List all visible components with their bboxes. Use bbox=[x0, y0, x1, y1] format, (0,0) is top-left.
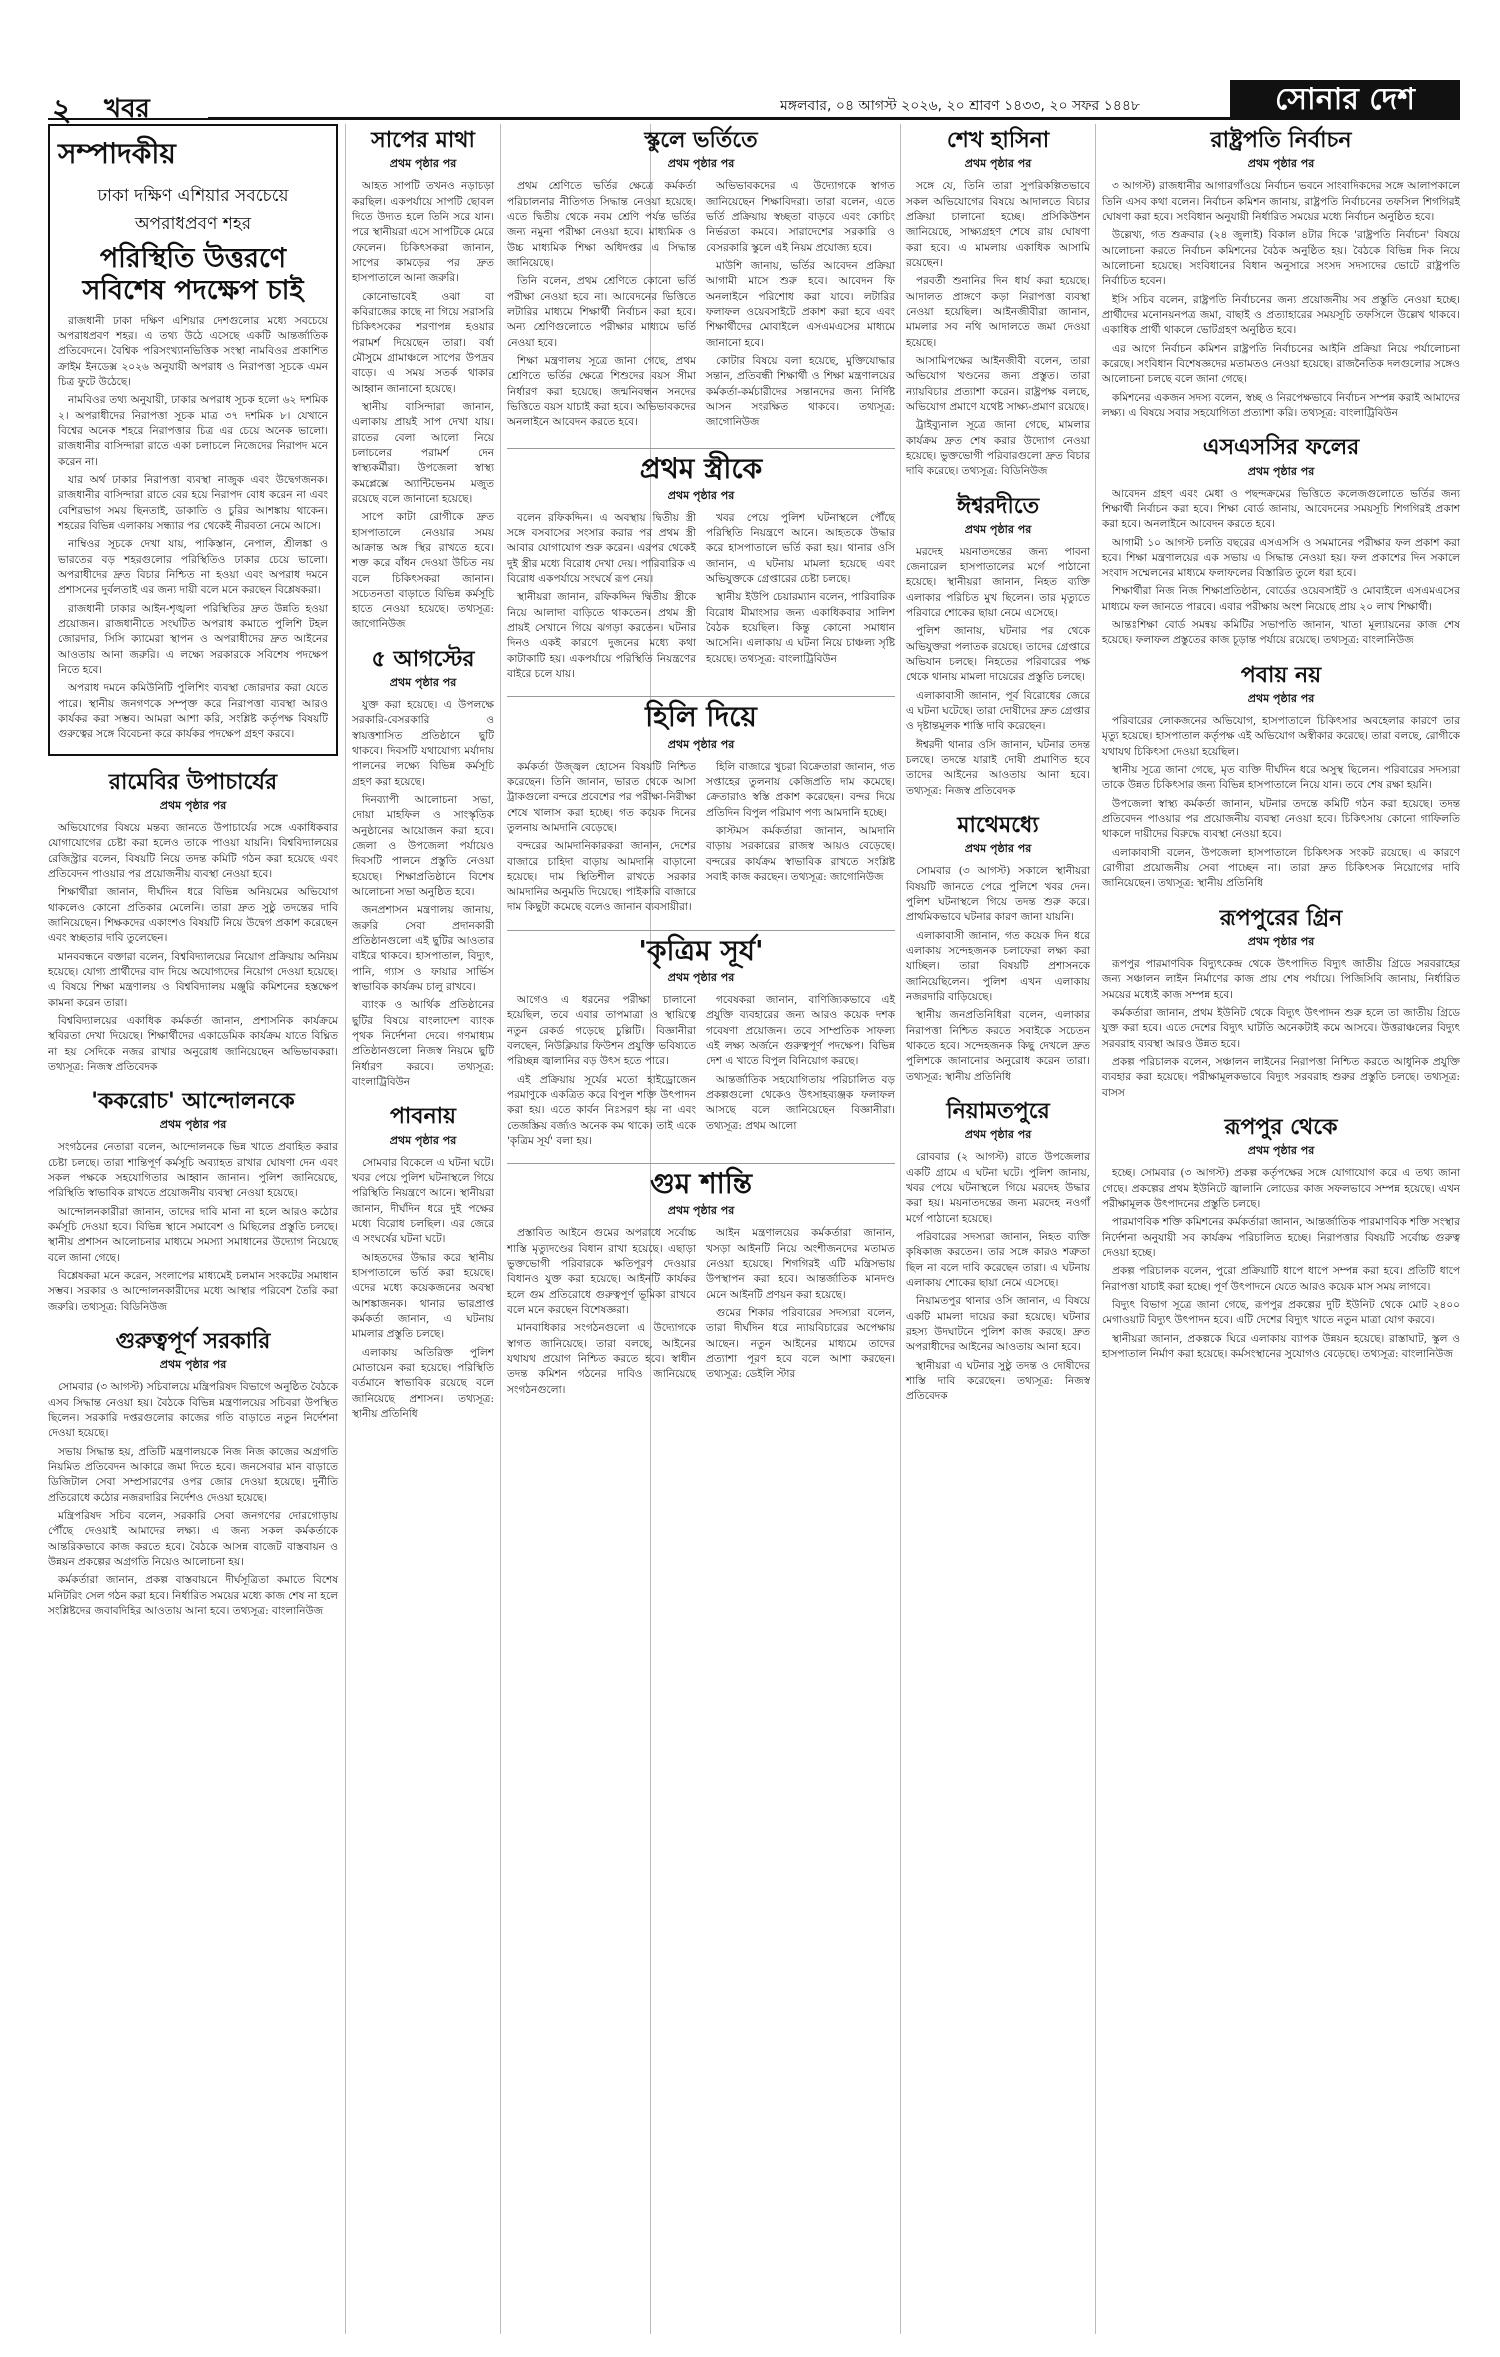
article-headline: গুরুত্বপূর্ণ সরকারি bbox=[115, 1329, 271, 1355]
article-jump-line: প্রথম পৃষ্ঠার পর bbox=[667, 971, 735, 984]
article bbox=[906, 128, 1090, 480]
article bbox=[1102, 1115, 1460, 1362]
article-body: সঙ্গে যে, তিনি তারা সুপরিকল্পিতভাবে সকল অভিযোগের বিষয়ে আদালতে বিচার প্রক্রিয়া চালানো হচ্ছে। প্রসিকিউশন জানিয়েছে, সাক্ষ্যগ্রহণ শেষে রায় ঘোষণা করা হবে। এ মামলায় একাধিক আসামি রয়েছেন। পরবর্তী শুনানির দিন ধার্য করা হয়েছে। আদালত প্রাঙ্গণে কড়া নিরাপত্তা ব্যবস্থা নেওয়া হয়েছিল। আইনজীবীরা জানান, মামলার সব নথি আদালতে জমা দেওয়া হয়েছে। আসামিপক্ষের আইনজীবী বলেন, তারা অভিযোগ খণ্ডনের জন্য প্রস্তুত। তারা ন্যায়বিচার প্রত্যাশা করেন। রাষ্ট্রপক্ষ বলছে, অভিযোগ প্রমাণে যথেষ্ট সাক্ষ্য-প্রমাণ রয়েছে। ট্রাইব্যুনাল সূত্রে জানা গেছে, মামলার কার্যক্রম দ্রুত শেষ করার উদ্যোগ নেওয়া হয়েছে। ভুক্তভোগী পরিবারগুলো দ্রুত বিচার দাবি করেছে। তথ্যসূত্র: বিডিনিউজ bbox=[906, 180, 1090, 478]
article-body: সোমবার (৩ আগস্ট) সকালে স্থানীয়রা বিষয়টি জানতে পেরে পুলিশে খবর দেন। পুলিশ ঘটনাস্থলে গিয়ে তদন্ত শুরু করে। প্রাথমিকভাবে ঘটনার কারণ জানা যায়নি। এলাকাবাসী জানান, গত কয়েক দিন ধরে এলাকায় সন্দেহজনক চলাফেরা লক্ষ্য করা যাচ্ছিল। তারা বিষয়টি প্রশাসনকে জানিয়েছিলেন। পুলিশ এখন এলাকায় নজরদারি বাড়িয়েছে। স্থানীয় জনপ্রতিনিধিরা বলেন, এলাকার নিরাপত্তা নিশ্চিত করতে সবাইকে সচেতন থাকতে হবে। সন্দেহজনক কিছু দেখলে দ্রুত পুলিশকে জানানোর অনুরোধ করেন তারা। তথ্যসূত্র: স্থানীয় প্রতিনিধি bbox=[906, 865, 1090, 1083]
article-jump-line: প্রথম পৃষ্ঠার পর bbox=[389, 157, 457, 171]
article bbox=[507, 701, 895, 915]
column-2 bbox=[352, 124, 494, 1436]
article-headline: প্রথম স্ত্রীকে bbox=[639, 451, 763, 485]
article-body: পরিবারের লোকজনের অভিযোগ, হাসপাতালে চিকিৎসার অবহেলার কারণে তার মৃত্যু হয়েছে। হাসপাতাল কর্তৃপক্ষ এই অভিযোগ অস্বীকার করেছে। তারা বলছে, রোগীকে যথাযথ চিকিৎসা দেওয়া হয়েছিল। স্থানীয় সূত্রে জানা গেছে, মৃত ব্যক্তি দীর্ঘদিন ধরে অসুস্থ ছিলেন। পরিবারের সদস্যরা তাকে উন্নত চিকিৎসার জন্য বিভিন্ন হাসপাতালে নিয়ে যান। তবে শেষ রক্ষা হয়নি। উপজেলা স্বাস্থ্য কর্মকর্তা জানান, ঘটনার তদন্তে কমিটি গঠন করা হয়েছে। তদন্ত প্রতিবেদন পাওয়ার পর প্রয়োজনীয় ব্যবস্থা নেওয়া হবে। চিকিৎসায় কোনো গাফিলতি থাকলে দায়ীদের বিরুদ্ধে ব্যবস্থা নেওয়া হবে। এলাকাবাসী বলেন, উপজেলা হাসপাতালে চিকিৎসক সংকট রয়েছে। এ কারণে রোগীরা প্রয়োজনীয় সেবা পাচ্ছেন না। তারা দ্রুত চিকিৎসক নিয়োগের দাবি জানিয়েছেন। তথ্যসূত্র: স্থানীয় প্রতিনিধি bbox=[1102, 715, 1460, 890]
section-label: খবর bbox=[104, 94, 150, 124]
divider bbox=[507, 930, 895, 931]
article-jump-line: প্রথম পৃষ্ঠার পর bbox=[964, 1128, 1032, 1142]
column-rule bbox=[900, 124, 901, 2334]
article-body: যুক্ত করা হয়েছে। এ উপলক্ষে সরকারি-বেসরকারি ও স্বায়ত্তশাসিত প্রতিষ্ঠানে ছুটি থাকবে। দিবসটি যথাযোগ্য মর্যাদায় পালনের লক্ষ্যে বিভিন্ন কর্মসূচি গ্রহণ করা হয়েছে। দিনব্যাপী আলোচনা সভা, দোয়া মাহফিল ও সাংস্কৃতিক অনুষ্ঠানের আয়োজন করা হবে। জেলা ও উপজেলা পর্যায়েও দিবসটি পালনে প্রস্তুতি নেওয়া হয়েছে। শিক্ষাপ্রতিষ্ঠানে বিশেষ আলোচনা সভা অনুষ্ঠিত হবে। জনপ্রশাসন মন্ত্রণালয় জানায়, জরুরি সেবা প্রদানকারী প্রতিষ্ঠানগুলো এই ছুটির আওতার বাইরে থাকবে। হাসপাতাল, বিদ্যুৎ, পানি, গ্যাস ও ফায়ার সার্ভিস স্বাভাবিক কার্যক্রম চালু রাখবে। ব্যাংক ও আর্থিক প্রতিষ্ঠানের ছুটির বিষয়ে বাংলাদেশ ব্যাংক পৃথক নির্দেশনা দেবে। গণমাধ্যম প্রতিষ্ঠানগুলো নিজস্ব নিয়মে ছুটি নির্ধারণ করবে। তথ্যসূত্র: বাংলাট্রিবিউন bbox=[352, 699, 494, 1088]
column-1 bbox=[48, 124, 338, 1633]
article-body: অভিযোগের বিষয়ে মন্তব্য জানতে উপাচার্যের সঙ্গে একাধিকবার যোগাযোগের চেষ্টা করা হলেও তাকে পাওয়া যায়নি। বিশ্ববিদ্যালয়ের রেজিস্ট্রার বলেন, বিষয়টি নিয়ে তদন্ত কমিটি গঠন করা হয়েছে এবং প্রতিবেদন পাওয়ার পর প্রয়োজনীয় ব্যবস্থা নেওয়া হবে। শিক্ষার্থীরা জানান, দীর্ঘদিন ধরে বিভিন্ন অনিয়মের অভিযোগ থাকলেও কোনো প্রতিকার মেলেনি। তারা দ্রুত সুষ্ঠু তদন্তের দাবি জানিয়েছেন। শিক্ষকদের একাংশও বিষয়টি নিয়ে উদ্বেগ প্রকাশ করেছেন এবং স্বচ্ছতার দাবি তুলেছেন। মানববন্ধনে বক্তারা বলেন, বিশ্ববিদ্যালয়ের নিয়োগ প্রক্রিয়ায় অনিয়ম হয়েছে। যোগ্য প্রার্থীদের বাদ দিয়ে অযোগ্যদের নিয়োগ দেওয়া হয়েছে। এ বিষয়ে শিক্ষা মন্ত্রণালয় ও বিশ্ববিদ্যালয় মঞ্জুরি কমিশনের হস্তক্ষেপ কামনা করেন তারা। বিশ্ববিদ্যালয়ের একাধিক কর্মকর্তা জানান, প্রশাসনিক কার্যক্রমে স্থবিরতা দেখা দিয়েছে। শিক্ষার্থীদের একাডেমিক কার্যক্রম যাতে বিঘ্নিত না হয় সেদিকে নজর রাখার অনুরোধ জানিয়েছেন অভিভাবকরা। তথ্যসূত্র: নিজস্ব প্রতিবেদক bbox=[48, 821, 338, 1073]
article bbox=[48, 1089, 338, 1315]
page-masthead bbox=[48, 82, 1460, 128]
article-body: প্রস্তাবিত আইনে গুমের অপরাধে সর্বোচ্চ শাস্তি মৃত্যুদণ্ডের বিধান রাখা হয়েছে। এছাড়া ভুক্তভোগী পরিবারকে ক্ষতিপূরণ দেওয়ার বিধানও যুক্ত করা হয়েছে। আইনটি কার্যকর হলে গুম প্রতিরোধে গুরুত্বপূর্ণ ভূমিকা রাখবে বলে মনে করছেন বিশেষজ্ঞরা। মানবাধিকার সংগঠনগুলো এ উদ্যোগকে স্বাগত জানিয়েছে। তারা বলছে, আইনের যথাযথ প্রয়োগ নিশ্চিত করতে হবে। স্বাধীন তদন্ত কমিশন গঠনের দাবিও জানিয়েছে সংগঠনগুলো। আইন মন্ত্রণালয়ের কর্মকর্তারা জানান, খসড়া আইনটি নিয়ে অংশীজনদের মতামত নেওয়া হয়েছে। শিগগিরই এটি মন্ত্রিসভায় উপস্থাপন করা হবে। আন্তর্জাতিক মানদণ্ড মেনে আইনটি প্রণয়ন করা হয়েছে। গুমের শিকার পরিবারের সদস্যরা বলেন, তারা দীর্ঘদিন ধরে ন্যায়বিচারের অপেক্ষায় আছেন। নতুন আইনের মাধ্যমে তাদের প্রত্যাশা পূরণ হবে বলে আশা করছেন। তথ্যসূত্র: ডেইলি স্টার bbox=[507, 1227, 895, 1396]
divider bbox=[507, 696, 895, 697]
article-jump-line: প্রথম পৃষ্ঠার পর bbox=[1247, 464, 1315, 478]
article bbox=[48, 1329, 338, 1619]
article bbox=[352, 647, 494, 1091]
column-5 bbox=[1102, 124, 1460, 1376]
article bbox=[507, 935, 895, 1149]
article-body: সোমবার (৩ আগস্ট) সচিবালয়ে মন্ত্রিপরিষদ বিভাগে অনুষ্ঠিত বৈঠকে এসব সিদ্ধান্ত নেওয়া হয়। বৈঠকে বিভিন্ন মন্ত্রণালয়ের সচিবরা উপস্থিত ছিলেন। সরকারি দপ্তরগুলোর কাজের গতি বাড়াতে নতুন নির্দেশনা দেওয়া হয়েছে। সভায় সিদ্ধান্ত হয়, প্রতিটি মন্ত্রণালয়কে নিজ নিজ কাজের অগ্রগতি নিয়মিত প্রতিবেদন আকারে জমা দিতে হবে। জনসেবার মান বাড়াতে ডিজিটাল সেবা সম্প্রসারণের ওপর জোর দেওয়া হয়েছে। দুর্নীতি প্রতিরোধে কঠোর নজরদারির নির্দেশও দেওয়া হয়েছে। মন্ত্রিপরিষদ সচিব বলেন, সরকারি সেবা জনগণের দোরগোড়ায় পৌঁছে দেওয়াই আমাদের লক্ষ্য। এ জন্য সকল কর্মকর্তাকে আন্তরিকভাবে কাজ করতে হবে। বৈঠকে আসন্ন বাজেট বাস্তবায়ন ও উন্নয়ন প্রকল্পের অগ্রগতি নিয়েও আলোচনা হয়। কর্মকর্তারা জানান, প্রকল্প বাস্তবায়নে দীর্ঘসূত্রিতা কমাতে বিশেষ মনিটরিং সেল গঠন করা হবে। নির্ধারিত সময়ের মধ্যে কাজ শেষ না হলে সংশ্লিষ্টদের জবাবদিহির আওতায় আনা হবে। তথ্যসূত্র: বাংলানিউজ bbox=[48, 1381, 338, 1617]
article-body: রোববার (২ আগস্ট) রাতে উপজেলার একটি গ্রামে এ ঘটনা ঘটে। পুলিশ জানায়, খবর পেয়ে ঘটনাস্থলে গিয়ে মরদেহ উদ্ধার করা হয়। ময়নাতদন্তের জন্য মরদেহ নওগাঁ মর্গে পাঠানো হয়েছে। পরিবারের সদস্যরা জানান, নিহত ব্যক্তি কৃষিকাজ করতেন। তার সঙ্গে কারও শত্রুতা ছিল না বলে দাবি করেছেন তারা। এ ঘটনায় এলাকায় শোকের ছায়া নেমে এসেছে। নিয়ামতপুর থানার ওসি জানান, এ বিষয়ে একটি মামলা দায়ের করা হয়েছে। ঘটনার রহস্য উদঘাটনে পুলিশ কাজ করছে। দ্রুত অপরাধীদের আইনের আওতায় আনা হবে। স্থানীয়রা এ ঘটনার সুষ্ঠু তদন্ত ও দোষীদের শাস্তি দাবি করেছেন। তথ্যসূত্র: নিজস্ব প্রতিবেদক bbox=[906, 1151, 1090, 1403]
column-4 bbox=[906, 124, 1090, 1419]
article-jump-line: প্রথম পৃষ্ঠার পর bbox=[964, 522, 1032, 536]
editorial-headline: পরিস্থিতি উত্তরণে সবিশেষ পদক্ষেপ চাই bbox=[82, 243, 304, 307]
article bbox=[906, 494, 1090, 800]
article-body: আহত সাপটি তখনও নড়াচড়া করছিল। একপর্যায়ে সাপটি ছোবল দিতে উদ্যত হলে তিনি সরে যান। পরে স্থানীয়রা এসে সাপটিকে মেরে ফেলেন। চিকিৎসকরা জানান, সাপের কামড়ের পর দ্রুত হাসপাতালে আনা জরুরি। কোনোভাবেই ওঝা বা কবিরাজের কাছে না গিয়ে সরাসরি চিকিৎসকের শরণাপন্ন হওয়ার পরামর্শ দিয়েছেন তারা। বর্ষা মৌসুমে গ্রামাঞ্চলে সাপের উপদ্রব বাড়ে। এ সময় সতর্ক থাকার আহ্বান জানানো হয়েছে। স্থানীয় বাসিন্দারা জানান, এলাকায় প্রায়ই সাপ দেখা যায়। রাতের বেলা আলো নিয়ে চলাচলের পরামর্শ দেন স্বাস্থ্যকর্মীরা। উপজেলা স্বাস্থ্য কমপ্লেক্সে অ্যান্টিভেনম মজুত রয়েছে বলে জানানো হয়েছে। সাপে কাটা রোগীকে দ্রুত হাসপাতালে নেওয়ার সময় আক্রান্ত অঙ্গ স্থির রাখতে হবে। শক্ত করে বাঁধন দেওয়া উচিত নয় বলে চিকিৎসকরা জানান। সচেতনতা বাড়াতে বিভিন্ন কর্মসূচি হাতে নেওয়া হয়েছে। তথ্যসূত্র: জাগোনিউজ bbox=[352, 180, 494, 631]
divider bbox=[507, 1163, 895, 1164]
article-jump-line: প্রথম পৃষ্ঠার পর bbox=[159, 1358, 227, 1372]
article bbox=[507, 453, 895, 683]
article-headline: হিলি দিয়ে bbox=[645, 700, 757, 734]
article-body: রাজধানী ঢাকা দক্ষিণ এশিয়ার দেশগুলোর মধ্যে সবচেয়ে অপরাধপ্রবণ শহর। এ তথ্য উঠে এসেছে একটি আন্তর্জাতিক প্রতিবেদনে। বৈশ্বিক পরিসংখ্যানভিত্তিক সংস্থা নামবিওর প্রকাশিত ক্রাইম ইনডেক্স ২০২৬ অনুযায়ী অপরাধ ও নিরাপত্তা সূচকে এমন চিত্র ফুটে উঠেছে। নামবিওর তথ্য অনুযায়ী, ঢাকার অপরাধ সূচক হলো ৬২ দশমিক ২। অপরাধীদের নিরাপত্তা সূচক মাত্র ৩৭ দশমিক ৮। যেখানে বিশ্বের অনেক শহরে নিরাপত্তার চিত্র এর চেয়ে অনেক ভালো। রাজধানীর বাসিন্দারা রাতে একা চলাচলে নিজেদের নিরাপদ মনে করেন না। যার অর্থ ঢাকার নিরাপত্তা ব্যবস্থা নাজুক এবং উদ্বেগজনক। রাজধানীর বাসিন্দারা রাতে বের হয়ে নিরাপদ বোধ করেন না এবং বেশিরভাগ সময় ছিনতাই, ডাকাতি ও চুরির আশঙ্কায় থাকেন। শহরের বিভিন্ন এলাকায় সন্ধ্যার পর থেকেই নীরবতা নেমে আসে। নাম্বিওর সূচকে দেখা যায়, পাকিস্তান, নেপাল, শ্রীলঙ্কা ও ভারতের বড় শহরগুলোর পরিস্থিতিও ঢাকার চেয়ে ভালো। অপরাধীদের দ্রুত বিচার নিশ্চিত না হওয়া এবং অপরাধ দমনে প্রশাসনের দুর্বলতাই এর জন্য দায়ী বলে মনে করছেন বিশ্লেষকরা। রাজধানী ঢাকার আইন-শৃঙ্খলা পরিস্থিতির দ্রুত উন্নতি হওয়া প্রয়োজন। রাজধানীতে সংঘটিত অপরাধ কমাতে পুলিশি টহল জোরদার, সিসি ক্যামেরা স্থাপন ও অপরাধীদের দ্রুত আইনের আওতায় আনা জরুরি। এ লক্ষ্যে সরকারকে সবিশেষ পদক্ষেপ নিতে হবে। অপরাধ দমনে কমিউনিটি পুলিশিং ব্যবস্থা জোরদার করা যেতে পারে। স্থানীয় জনগণকে সম্পৃক্ত করে নিরাপত্তা ব্যবস্থা আরও কার্যকর করা সম্ভব। আমরা আশা করি, সংশ্লিষ্ট কর্তৃপক্ষ বিষয়টি গুরুত্বের সঙ্গে বিবেচনা করে কার্যকর পদক্ষেপ গ্রহণ করবে। bbox=[58, 314, 328, 741]
article-headline: রাষ্ট্রপতি নির্বাচন bbox=[1210, 128, 1352, 153]
article bbox=[906, 1099, 1090, 1405]
article-jump-line: প্রথম পৃষ্ঠার পর bbox=[1247, 1144, 1315, 1158]
article-body: আগেও এ ধরনের পরীক্ষা চালানো হয়েছিল, তবে এবার তাপমাত্রা ও স্থায়িত্বে নতুন রেকর্ড গড়েছে চুল্লিটি। বিজ্ঞানীরা বলছেন, নিউক্লিয়ার ফিউশন প্রযুক্তি ভবিষ্যতে পরিচ্ছন্ন জ্বালানির বড় উৎস হতে পারে। এই প্রক্রিয়ায় সূর্যের মতো হাইড্রোজেন পরমাণুকে একত্রিত করে বিপুল শক্তি উৎপাদন করা হয়। এতে কার্বন নিঃসরণ হয় না এবং তেজস্ক্রিয় বর্জ্যও অনেক কম থাকে। তাই একে 'কৃত্রিম সূর্য' বলা হয়। গবেষকরা জানান, বাণিজ্যিকভাবে এই প্রযুক্তি ব্যবহারের জন্য আরও কয়েক দশক গবেষণা প্রয়োজন। তবে সাম্প্রতিক সাফল্য এই লক্ষ্য অর্জনে গুরুত্বপূর্ণ পদক্ষেপ। বিভিন্ন দেশ এ খাতে বিপুল বিনিয়োগ করছে। আন্তর্জাতিক সহযোগিতায় পরিচালিত বড় প্রকল্পগুলো থেকেও উৎসাহব্যঞ্জক ফলাফল আসছে বলে জানিয়েছেন বিজ্ঞানীরা। তথ্যসূত্র: প্রথম আলো bbox=[507, 994, 895, 1147]
article bbox=[352, 128, 494, 633]
article-jump-line: প্রথম পৃষ্ঠার পর bbox=[667, 1204, 735, 1218]
article-headline: নিয়ামতপুরে bbox=[946, 1098, 1050, 1124]
article-jump-line: প্রথম পৃষ্ঠার পর bbox=[1247, 935, 1315, 948]
article bbox=[48, 770, 338, 1076]
article-body: ৩ আগস্ট) রাজধানীর আগারগাঁওয়ে নির্বাচন ভবনে সাংবাদিকদের সঙ্গে আলাপকালে তিনি এসব কথা বলেন। নির্বাচন কমিশন জানায়, রাষ্ট্রপতি নির্বাচনের তফসিল শিগগিরই ঘোষণা করা হবে। সংবিধান অনুযায়ী নির্ধারিত সময়ের মধ্যে নির্বাচন অনুষ্ঠিত হবে। উল্লেখ্য, গত শুক্রবার (২৪ জুলাই) বিকাল ৪টার দিকে 'রাষ্ট্রপতি নির্বাচন' বিষয়ে আলোচনা করতে নির্বাচন কমিশনের বৈঠক অনুষ্ঠিত হয়। বৈঠকে বিভিন্ন দিক নিয়ে আলোচনা হয়েছে। সংবিধানের বিধান অনুসারে সংসদ সদস্যদের ভোটে রাষ্ট্রপতি নির্বাচিত হবেন। ইসি সচিব বলেন, রাষ্ট্রপতি নির্বাচনের জন্য প্রয়োজনীয় সব প্রস্তুতি নেওয়া হচ্ছে। প্রার্থীদের মনোনয়নপত্র জমা, বাছাই ও প্রত্যাহারের সময়সূচি তফসিলে উল্লেখ থাকবে। একাধিক প্রার্থী থাকলে ভোটগ্রহণ অনুষ্ঠিত হবে। এর আগে নির্বাচন কমিশন রাষ্ট্রপতি নির্বাচনের আইনি প্রক্রিয়া নিয়ে পর্যালোচনা করেছে। সংবিধান বিশেষজ্ঞদের মতামতও নেওয়া হয়েছে। রাজনৈতিক দলগুলোর সঙ্গেও আলোচনা চলছে বলে জানা গেছে। কমিশনের একজন সদস্য বলেন, স্বচ্ছ ও নিরপেক্ষভাবে নির্বাচন সম্পন্ন করাই আমাদের লক্ষ্য। এ বিষয়ে সবার সহযোগিতা প্রত্যাশা করি। তথ্যসূত্র: বাংলাট্রিবিউন bbox=[1102, 180, 1460, 419]
article bbox=[507, 1168, 895, 1398]
article-jump-line: প্রথম পৃষ্ঠার পর bbox=[1247, 157, 1315, 171]
article bbox=[507, 128, 895, 434]
article bbox=[1102, 435, 1460, 649]
article-jump-line: প্রথম পৃষ্ঠার পর bbox=[159, 1118, 227, 1132]
article-headline: সাপের মাথা bbox=[371, 128, 475, 153]
article-jump-line: প্রথম পৃষ্ঠার পর bbox=[667, 157, 735, 171]
article-body: বলেন রফিকদ্দিন। এ অবস্থায় দ্বিতীয় স্ত্রী সঙ্গে বসবাসের সংসার করার পর প্রথম স্ত্রী আবার যোগাযোগ শুরু করেন। এরপর থেকেই দুই স্ত্রীর মধ্যে বিরোধ দেখা দেয়। পারিবারিক এ বিরোধ একপর্যায়ে সংঘর্ষে রূপ নেয়। স্থানীয়রা জানান, রফিকদ্দিন দ্বিতীয় স্ত্রীকে নিয়ে আলাদা বাড়িতে থাকতেন। প্রথম স্ত্রী প্রায়ই সেখানে গিয়ে ঝগড়া করতেন। ঘটনার দিনও একই কারণে দুজনের মধ্যে কথা কাটাকাটি হয়। একপর্যায়ে পরিস্থিতি নিয়ন্ত্রণের বাইরে চলে যায়। খবর পেয়ে পুলিশ ঘটনাস্থলে পৌঁছে পরিস্থিতি নিয়ন্ত্রণে আনে। আহতকে উদ্ধার করে হাসপাতালে ভর্তি করা হয়। থানার ওসি জানান, এ ঘটনায় মামলা হয়েছে এবং অভিযুক্তকে গ্রেপ্তারের চেষ্টা চলছে। স্থানীয় ইউপি চেয়ারম্যান বলেন, পারিবারিক বিরোধ মীমাংসার জন্য একাধিকবার সালিশ বৈঠক হয়েছিল। কিন্তু কোনো সমাধান আসেনি। এলাকায় এ ঘটনা নিয়ে চাঞ্চল্য সৃষ্টি হয়েছে। তথ্যসূত্র: বাংলাট্রিবিউন bbox=[507, 511, 895, 681]
dateline: মঙ্গলবার, ০৪ আগস্ট ২০২৬, ২০ শ্রাবণ ১৪৩৩, ২০ সফর ১৪৪৮ bbox=[779, 98, 1140, 114]
article-jump-line: প্রথম পৃষ্ঠার পর bbox=[1247, 692, 1315, 706]
article-headline: 'কৃত্রিম সূর্য' bbox=[638, 933, 764, 967]
article-headline: রামেবির উপাচার্যের bbox=[108, 769, 278, 795]
article bbox=[906, 813, 1090, 1085]
article-body: রূপপুর পারমাণবিক বিদ্যুৎকেন্দ্র থেকে উৎপাদিত বিদ্যুৎ জাতীয় গ্রিডে সরবরাহের জন্য সঞ্চালন লাইন নির্মাণের কাজ প্রায় শেষ পর্যায়ে। পিজিসিবি জানায়, নির্ধারিত সময়ের মধ্যেই কাজ সম্পন্ন হবে। কর্মকর্তারা জানান, প্রথম ইউনিট থেকে বিদ্যুৎ উৎপাদন শুরু হলে তা জাতীয় গ্রিডে যুক্ত করা হবে। এতে দেশের বিদ্যুৎ ঘাটতি অনেকটাই কমে আসবে। উত্তরাঞ্চলের বিদ্যুৎ সরবরাহ ব্যবস্থা আরও উন্নত হবে। প্রকল্প পরিচালক বলেন, সঞ্চালন লাইনের নিরাপত্তা নিশ্চিত করতে আধুনিক প্রযুক্তি ব্যবহার করা হয়েছে। পরীক্ষামূলকভাবে বিদ্যুৎ সরবরাহ শুরুর প্রস্তুতি চলছে। তথ্যসূত্র: বাসস bbox=[1102, 958, 1460, 1099]
article bbox=[1102, 128, 1460, 421]
article-headline: ৫ আগস্টের bbox=[371, 646, 475, 672]
article-jump-line: প্রথম পৃষ্ঠার পর bbox=[964, 157, 1032, 171]
article bbox=[1102, 906, 1460, 1101]
article-body: সংগঠনের নেতারা বলেন, আন্দোলনকে ভিন্ন খাতে প্রবাহিত করার চেষ্টা চলছে। তারা শান্তিপূর্ণ কর্মসূচি অব্যাহত রাখার ঘোষণা দেন এবং সকল পক্ষকে সহযোগিতার আহ্বান জানান। পুলিশ জানিয়েছে, পরিস্থিতি স্বাভাবিক রাখতে প্রয়োজনীয় ব্যবস্থা নেওয়া হয়েছে। আন্দোলনকারীরা জানান, তাদের দাবি মানা না হলে আরও কঠোর কর্মসূচি দেওয়া হবে। বিভিন্ন স্থানে সমাবেশ ও মিছিলের প্রস্তুতি চলছে। স্থানীয় প্রশাসন আলোচনার মাধ্যমে সমস্যা সমাধানের উদ্যোগ নিয়েছে বলে জানা গেছে। বিশ্লেষকরা মনে করেন, সংলাপের মাধ্যমেই চলমান সংকটের সমাধান সম্ভব। সরকার ও আন্দোলনকারীদের মধ্যে আস্থার পরিবেশ তৈরি করা জরুরি। তথ্যসূত্র: বিডিনিউজ bbox=[48, 1141, 338, 1313]
newspaper-brand-logo: সোনার দেশ bbox=[1230, 80, 1460, 120]
article-headline: ঈশ্বরদীতে bbox=[956, 493, 1040, 519]
editorial-title: সম্পাদকীয় bbox=[58, 137, 176, 170]
article-headline: পাবনায় bbox=[389, 1104, 457, 1130]
column-3 bbox=[507, 124, 895, 1412]
article-body: হচ্ছে। সোমবার (৩ আগস্ট) প্রকল্প কর্তৃপক্ষের সঙ্গে যোগাযোগ করে এ তথ্য জানা গেছে। প্রকল্পের প্রথম ইউনিটে জ্বালানি লোডের কাজ সফলভাবে সম্পন্ন হয়েছে। এখন পরীক্ষামূলক উৎপাদনের প্রস্তুতি চলছে। পারমাণবিক শক্তি কমিশনের কর্মকর্তারা জানান, আন্তর্জাতিক পারমাণবিক শক্তি সংস্থার নির্দেশনা অনুযায়ী সব কার্যক্রম পরিচালিত হচ্ছে। নিরাপত্তার বিষয়টি সর্বোচ্চ গুরুত্ব দেওয়া হচ্ছে। প্রকল্প পরিচালক বলেন, পুরো প্রক্রিয়াটি ধাপে ধাপে সম্পন্ন করা হবে। প্রতিটি ধাপে নিরাপত্তা যাচাই করা হচ্ছে। পূর্ণ উৎপাদনে যেতে আরও কয়েক মাস সময় লাগবে। বিদ্যুৎ বিভাগ সূত্রে জানা গেছে, রূপপুর প্রকল্পের দুটি ইউনিট থেকে মোট ২৪০০ মেগাওয়াট বিদ্যুৎ উৎপাদন হবে। এটি দেশের বিদ্যুৎ খাতে নতুন মাত্রা যোগ করবে। স্থানীয়রা জানান, প্রকল্পকে ঘিরে এলাকায় ব্যাপক উন্নয়ন হয়েছে। রাস্তাঘাট, স্কুল ও হাসপাতাল নির্মাণ করা হয়েছে। কর্মসংস্থানের সুযোগও বেড়েছে। তথ্যসূত্র: বাংলানিউজ bbox=[1102, 1167, 1460, 1360]
column-rule bbox=[500, 124, 501, 2334]
article-jump-line: প্রথম পৃষ্ঠার পর bbox=[667, 737, 735, 751]
article bbox=[1102, 663, 1460, 892]
article-jump-line: প্রথম পৃষ্ঠার পর bbox=[389, 1133, 457, 1147]
article-jump-line: প্রথম পৃষ্ঠার পর bbox=[389, 676, 457, 690]
article-headline: রূপপুরের গ্রিন bbox=[1219, 905, 1343, 931]
article bbox=[352, 1104, 494, 1422]
article-body: কর্মকর্তা উজ্জ্বল হোসেন বিষয়টি নিশ্চিত করেছেন। তিনি জানান, ভারত থেকে আসা ট্রাকগুলো বন্দরে প্রবেশের পর পরীক্ষা-নিরীক্ষা শেষে খালাস করা হচ্ছে। গত কয়েক দিনের তুলনায় আমদানি বেড়েছে। বন্দরের আমদানিকারকরা জানান, দেশের বাজারে চাহিদা বাড়ায় আমদানি বাড়ানো হয়েছে। দাম স্থিতিশীল রাখতে সরকার আমদানির অনুমতি দিয়েছে। পাইকারি বাজারে দাম কিছুটা কমেছে বলেও জানান ব্যবসায়ীরা। হিলি বাজারে খুচরা বিক্রেতারা জানান, গত সপ্তাহের তুলনায় কেজিপ্রতি দাম কমেছে। ক্রেতারাও স্বস্তি প্রকাশ করেছেন। বন্দর দিয়ে প্রতিদিন বিপুল পরিমাণ পণ্য আমদানি হচ্ছে। কাস্টমস কর্মকর্তারা জানান, আমদানি বাড়ায় সরকারের রাজস্ব আয়ও বেড়েছে। বন্দরের কার্যক্রম স্বাভাবিক রাখতে সংশ্লিষ্ট সবাই কাজ করছেন। তথ্যসূত্র: জাগোনিউজ bbox=[507, 760, 895, 914]
article-body: সোমবার বিকেলে এ ঘটনা ঘটে। খবর পেয়ে পুলিশ ঘটনাস্থলে গিয়ে পরিস্থিতি নিয়ন্ত্রণে আনে। স্থানীয়রা জানান, দীর্ঘদিন ধরে দুই পক্ষের মধ্যে বিরোধ চলছিল। এর জেরে এ সংঘর্ষের ঘটনা ঘটে। আহতদের উদ্ধার করে স্থানীয় হাসপাতালে ভর্তি করা হয়েছে। এদের মধ্যে কয়েকজনের অবস্থা আশঙ্কাজনক। থানার ভারপ্রাপ্ত কর্মকর্তা জানান, এ ঘটনায় মামলার প্রস্তুতি চলছে। এলাকায় অতিরিক্ত পুলিশ মোতায়েন করা হয়েছে। পরিস্থিতি বর্তমানে স্বাভাবিক রয়েছে বলে জানিয়েছে প্রশাসন। তথ্যসূত্র: স্থানীয় প্রতিনিধি bbox=[352, 1156, 494, 1420]
article-body: প্রথম শ্রেণিতে ভর্তির ক্ষেত্রে কর্মকর্তা পরিচালনার নীতিগত সিদ্ধান্ত নেওয়া হয়েছে। এতে দ্বিতীয় থেকে নবম শ্রেণি পর্যন্ত ভর্তির জন্য নমুনা পরীক্ষা নেওয়া হবে। মাধ্যমিক ও উচ্চ মাধ্যমিক শিক্ষা অধিদপ্তর এ সিদ্ধান্ত জানিয়েছে। তিনি বলেন, প্রথম শ্রেণিতে কোনো ভর্তি পরীক্ষা নেওয়া হবে না। আবেদনের ভিত্তিতে লটারির মাধ্যমে শিক্ষার্থী নির্বাচন করা হবে। অন্য শ্রেণিগুলোতে পরীক্ষার মাধ্যমে ভর্তি নেওয়া হবে। শিক্ষা মন্ত্রণালয় সূত্রে জানা গেছে, প্রথম শ্রেণিতে ভর্তির ক্ষেত্রে শিশুদের বয়স সীমা নির্ধারণ করা হয়েছে। জন্মনিবন্ধন সনদের ভিত্তিতে বয়স যাচাই করা হবে। অভিভাবকদের অনলাইনে আবেদন করতে হবে। অভিভাবকদের এ উদ্যোগকে স্বাগত জানিয়েছেন শিক্ষাবিদরা। তারা বলেন, এতে ভর্তি প্রক্রিয়ায় স্বচ্ছতা বাড়বে এবং কোচিং নির্ভরতা কমবে। সারাদেশের সরকারি ও বেসরকারি স্কুলে এই নিয়ম প্রযোজ্য হবে। মাউশি জানায়, ভর্তির আবেদন প্রক্রিয়া আগামী মাসে শুরু হবে। আবেদন ফি অনলাইনে পরিশোধ করা যাবে। লটারির ফলাফল ওয়েবসাইটে প্রকাশ করা হবে এবং শিক্ষার্থীদের মোবাইলে এসএমএসের মাধ্যমে জানানো হবে। কোটার বিষয়ে বলা হয়েছে, মুক্তিযোদ্ধার সন্তান, প্রতিবন্ধী শিক্ষার্থী ও শিক্ষা মন্ত্রণালয়ের কর্মকর্তা-কর্মচারীদের সন্তানদের জন্য নির্দিষ্ট আসন সংরক্ষিত থাকবে। তথ্যসূত্র: জাগোনিউজ bbox=[507, 180, 895, 429]
article-headline: রূপপুর থেকে bbox=[1224, 1114, 1338, 1140]
page-number: ২ bbox=[52, 93, 72, 128]
column-rule bbox=[345, 124, 346, 2334]
article-headline: গুম শান্তি bbox=[649, 1167, 753, 1201]
editorial-box bbox=[48, 124, 338, 756]
article-body: মরদেহ ময়নাতদন্তের জন্য পাবনা জেনারেল হাসপাতালের মর্গে পাঠানো হয়েছে। স্থানীয়রা জানান, নিহত ব্যক্তি এলাকার পরিচিত মুখ ছিলেন। তার মৃত্যুতে পরিবারে শোকের ছায়া নেমে এসেছে। পুলিশ জানায়, ঘটনার পর থেকে অভিযুক্তরা পলাতক রয়েছে। তাদের গ্রেপ্তারে অভিযান চলছে। নিহতের পরিবারের পক্ষ থেকে থানায় মামলা দায়েরের প্রস্তুতি চলছে। এলাকাবাসী জানান, পূর্ব বিরোধের জেরে এ ঘটনা ঘটেছে। তারা দোষীদের দ্রুত গ্রেপ্তার ও দৃষ্টান্তমূলক শাস্তি দাবি করেছেন। ঈশ্বরদী থানার ওসি জানান, ঘটনার তদন্ত চলছে। তদন্তে যারাই দোষী প্রমাণিত হবে তাদের আইনের আওতায় আনা হবে। তথ্যসূত্র: নিজস্ব প্রতিবেদক bbox=[906, 545, 1090, 797]
editorial-subtitle: ঢাকা দক্ষিণ এশিয়ার সবচেয়ে অপরাধপ্রবণ শহর bbox=[97, 186, 289, 234]
article-headline: পবায় নয় bbox=[1240, 662, 1322, 688]
article-jump-line: প্রথম পৃষ্ঠার পর bbox=[964, 842, 1032, 856]
article-headline: মাথেমধ্যে bbox=[957, 813, 1039, 839]
article-body: আবেদন গ্রহণ এবং মেধা ও পছন্দক্রমের ভিত্তিতে কলেজগুলোতে ভর্তির জন্য শিক্ষার্থী নির্বাচন করা হবে। শিক্ষা বোর্ড জানায়, আবেদনের সময়সূচি শিগগিরই প্রকাশ করা হবে। অনলাইনে আবেদন করতে হবে। আগামী ১০ আগস্ট চলতি বছরের এসএসসি ও সমমানের পরীক্ষার ফল প্রকাশ করা হবে। শিক্ষা মন্ত্রণালয়ের এক সভায় এ সিদ্ধান্ত নেওয়া হয়। ফল প্রকাশের দিন সকালে সংবাদ সম্মেলনের মাধ্যমে ফলাফলের বিস্তারিত তুলে ধরা হবে। শিক্ষার্থীরা নিজ নিজ শিক্ষাপ্রতিষ্ঠান, বোর্ডের ওয়েবসাইট ও মোবাইলে এসএমএসের মাধ্যমে ফল জানতে পারবে। এবার পরীক্ষায় অংশ নিয়েছে প্রায় ২০ লাখ শিক্ষার্থী। আন্তঃশিক্ষা বোর্ড সমন্বয় কমিটির সভাপতি জানান, খাতা মূল্যায়নের কাজ শেষ হয়েছে। ফলাফল প্রস্তুতের কাজ চূড়ান্ত পর্যায়ে রয়েছে। তথ্যসূত্র: বাংলানিউজ bbox=[1102, 487, 1460, 647]
article-headline: শেখ হাসিনা bbox=[946, 128, 1050, 153]
article-headline: স্কুলে ভর্তিতে bbox=[644, 128, 758, 153]
article-headline: এসএসসির ফলের bbox=[1202, 435, 1360, 461]
article-jump-line: প্রথম পৃষ্ঠার পর bbox=[667, 488, 735, 502]
divider bbox=[507, 448, 895, 449]
article-jump-line: প্রথম পৃষ্ঠার পর bbox=[159, 798, 227, 812]
article-headline: 'ককরোচ' আন্দোলনকে bbox=[91, 1089, 295, 1115]
column-rule bbox=[1095, 124, 1096, 2334]
